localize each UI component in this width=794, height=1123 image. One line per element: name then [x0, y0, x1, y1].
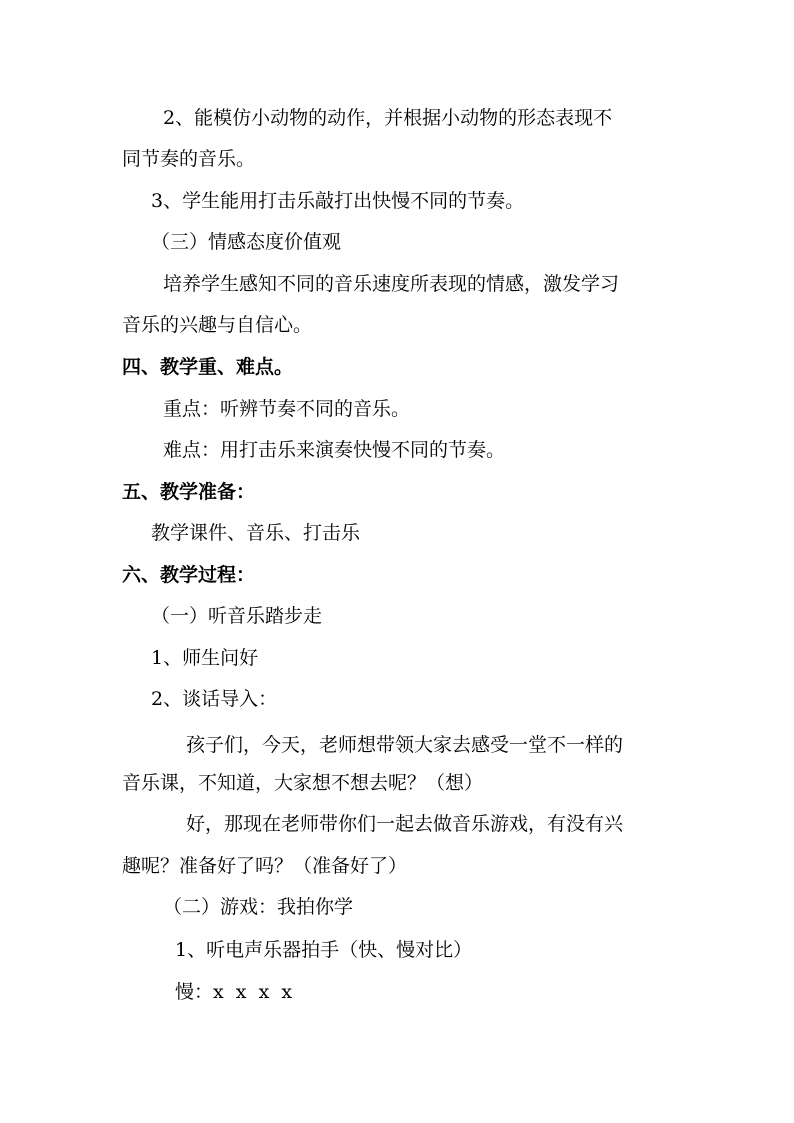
key-point: 重点：听辨节奏不同的音乐。 — [163, 398, 411, 420]
process-step-2-heading: （二）游戏：我拍你学 — [163, 896, 354, 918]
process-step-1-greeting: 1、师生问好 — [151, 647, 259, 669]
heading-key-points: 四、教学重、难点。 — [122, 356, 294, 378]
intro-paragraph-2-line-1: 好，那现在老师带你们一起去做音乐游戏，有没有兴 — [186, 813, 624, 835]
process-step-1-heading: （一）听音乐踏步走 — [151, 605, 323, 627]
intro-paragraph-1-line-1: 孩子们，今天，老师想带领大家去感受一堂不一样的 — [186, 734, 624, 756]
objective-2-line-1: 2、能模仿小动物的动作，并根据小动物的形态表现不 — [163, 107, 613, 129]
objective-2-line-2: 同节奏的音乐。 — [122, 148, 256, 170]
heading-preparation: 五、教学准备： — [122, 481, 256, 503]
emotion-paragraph-line-2: 音乐的兴趣与自信心。 — [122, 314, 313, 336]
objective-3: 3、学生能用打击乐敲打出快慢不同的节奏。 — [151, 190, 525, 212]
process-step-1-intro: 2、谈话导入： — [151, 688, 278, 710]
heading-process: 六、教学过程： — [122, 564, 256, 586]
intro-paragraph-2-line-2: 趣呢？准备好了吗？（准备好了） — [122, 855, 408, 877]
preparation-items: 教学课件、音乐、打击乐 — [151, 522, 361, 544]
process-step-2-item-1: 1、听电声乐器拍手（快、慢对比） — [175, 939, 473, 961]
intro-paragraph-1-line-2: 音乐课，不知道，大家想不想去呢？（想） — [122, 772, 484, 794]
section-heading-emotion: （三）情感态度价值观 — [151, 231, 342, 253]
difficult-point: 难点：用打击乐来演奏快慢不同的节奏。 — [163, 439, 506, 461]
emotion-paragraph-line-1: 培养学生感知不同的音乐速度所表现的情感，激发学习 — [163, 273, 620, 295]
rhythm-slow: 慢：x x x x — [175, 981, 293, 1003]
